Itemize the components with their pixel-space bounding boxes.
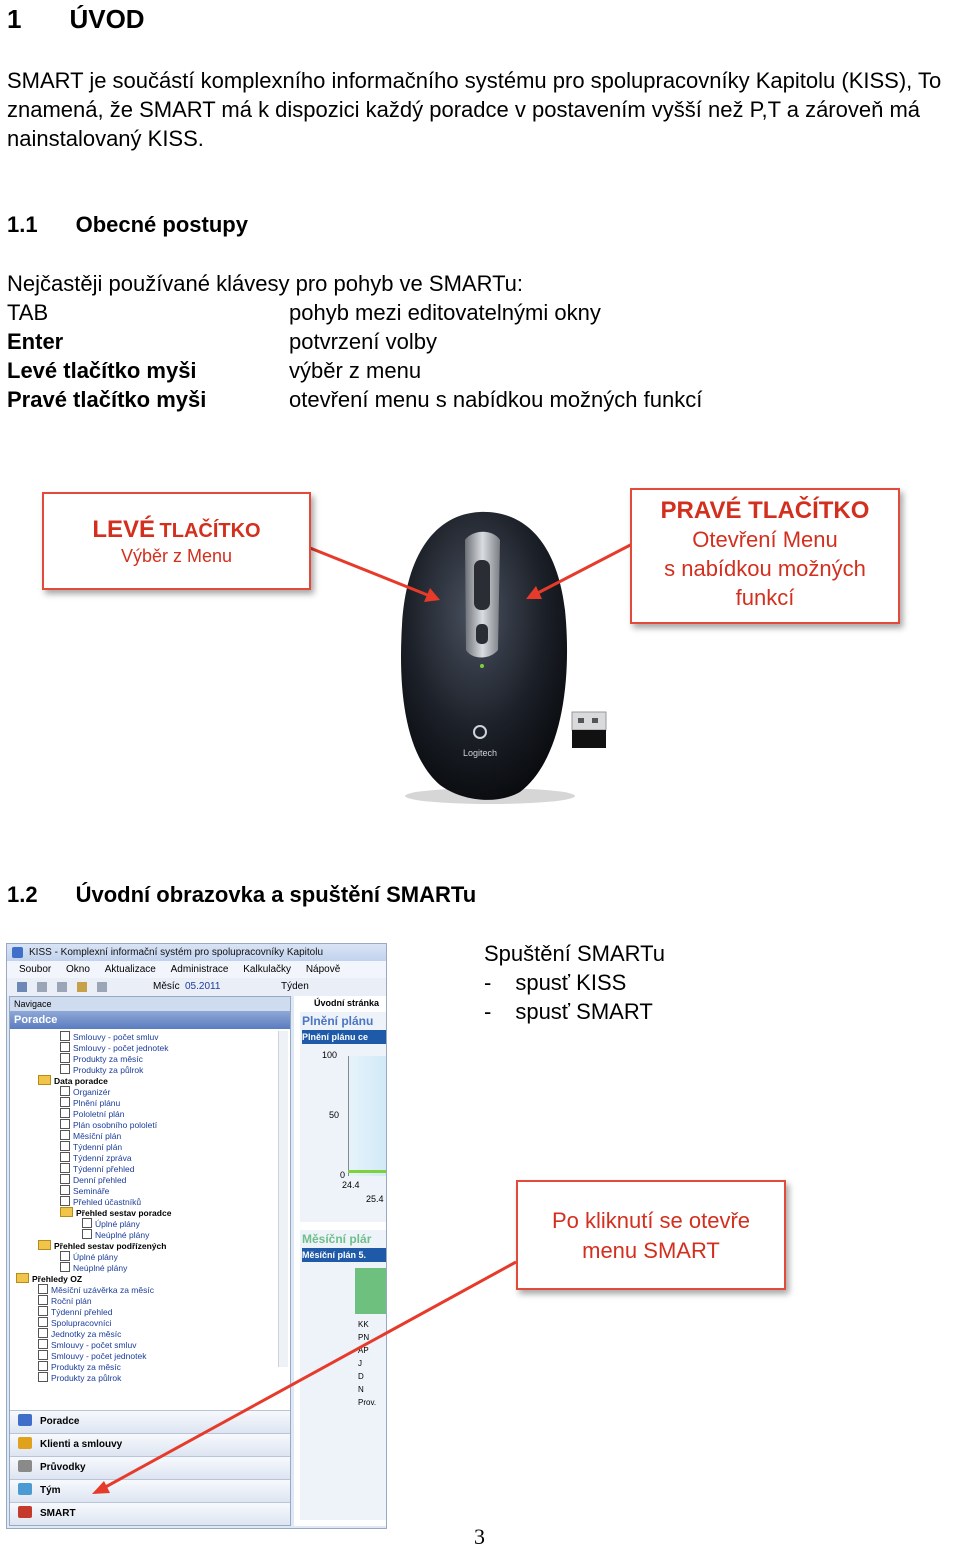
usb-pin — [578, 718, 584, 723]
x-tick: 25.4 — [366, 1194, 384, 1204]
tree-group[interactable] — [38, 1075, 108, 1086]
tree-label: Plnění plánu — [73, 1098, 121, 1108]
nav-button-label: Klienti a smlouvy — [40, 1439, 123, 1450]
tree-label: Týdenní zpráva — [73, 1153, 132, 1163]
tree-item[interactable] — [60, 1163, 134, 1174]
tree-item[interactable] — [60, 1064, 143, 1075]
nav-button-label: Poradce — [40, 1416, 80, 1427]
launch-step — [484, 970, 626, 996]
chapter-heading — [7, 4, 145, 35]
section-1-1-number: 1.1 — [7, 212, 38, 237]
tree-item[interactable] — [60, 1042, 168, 1053]
tree-label: Produkty za půlrok — [73, 1065, 144, 1075]
mouse-led — [480, 664, 484, 668]
shortcut-icon — [60, 1031, 70, 1041]
callout-left-title-big: LEVÉ — [92, 516, 156, 543]
tree-label: Semináře — [73, 1186, 110, 1196]
tool-icon[interactable] — [97, 982, 107, 992]
tree-label: Úplné plány — [95, 1219, 140, 1229]
callout-right-line1: Otevření Menu — [692, 527, 838, 552]
menu-item[interactable]: Nápově — [305, 964, 341, 975]
toolbar — [7, 978, 386, 996]
left-arrow — [290, 540, 435, 598]
shortcut-icon — [60, 1130, 70, 1140]
tree-label: Spolupracovníci — [51, 1318, 112, 1328]
nav-header: Navigace — [10, 997, 290, 1011]
table-row-label: J — [358, 1359, 362, 1368]
section-1-1-heading — [7, 212, 248, 238]
x-tick: 24.4 — [342, 1180, 360, 1190]
callout-bottom-line2: menu SMART — [582, 1238, 720, 1263]
tree-label: Neúplné plány — [73, 1263, 128, 1273]
usb-receiver-connector — [572, 712, 606, 730]
tree-label: Plán osobního pololetí — [73, 1120, 158, 1130]
nav-button-label: SMART — [40, 1508, 76, 1519]
panel1-title: Plnění plánu — [302, 1014, 374, 1028]
key-name: Levé tlačítko myši — [7, 358, 197, 383]
tree-label: Pololetní plán — [73, 1109, 125, 1119]
callout-right-title: PRAVÉ TLAČÍTKO — [660, 497, 870, 524]
y-tick: 100 — [322, 1050, 338, 1060]
key-desc: otevření menu s nabídkou možných funkcí — [289, 387, 703, 412]
tree-label: Neúplné plány — [95, 1230, 150, 1240]
shortcut-icon — [60, 1053, 70, 1063]
menu-bar — [7, 961, 386, 978]
callout-right-line2: s nabídkou možných — [664, 556, 866, 581]
shortcut-icon — [60, 1119, 70, 1129]
dash: - — [484, 999, 492, 1024]
panel2-subtitle: Měsíční plán 5. — [302, 1248, 387, 1262]
table-row-label: AP — [358, 1346, 369, 1355]
tree-item[interactable] — [60, 1053, 143, 1064]
tree-label: Týdenní přehled — [51, 1307, 113, 1317]
callout-left-title-small: TLAČÍTKO — [159, 520, 261, 542]
tree-label: Smlouvy - počet jednotek — [51, 1351, 147, 1361]
tree-item[interactable] — [60, 1141, 122, 1152]
window-title: KISS - Komplexní informační systém pro spolupracovníky Kapitolu — [7, 944, 386, 961]
table-row-label: KK — [358, 1320, 369, 1329]
shortcut-icon — [60, 1163, 70, 1173]
mouse-brand: Logitech — [462, 748, 498, 758]
section-1-2-title: Úvodní obrazovka a spuštění SMARTu — [75, 882, 477, 907]
print-icon[interactable] — [57, 982, 67, 992]
panel2-title: Měsíční plár — [302, 1232, 372, 1246]
section-1-2-number: 1.2 — [7, 882, 38, 907]
table-row-label: D — [358, 1372, 364, 1381]
chapter-number: 1 — [7, 4, 22, 34]
smart-arrow — [0, 1180, 960, 1510]
callout-right-line3: funkcí — [735, 585, 795, 610]
key-name: Pravé tlačítko myši — [7, 387, 207, 412]
shortcut-icon — [60, 1042, 70, 1052]
open-icon[interactable] — [37, 982, 47, 992]
tree-label: Produkty za půlrok — [51, 1373, 122, 1383]
keys-intro: Nejčastěji používané klávesy pro pohyb ve SMARTu: — [7, 271, 524, 296]
tree-label: Smlouvy - počet smluv — [51, 1340, 137, 1350]
table-row-label: Prov. — [358, 1398, 377, 1407]
usb-receiver-body — [572, 730, 606, 748]
tree-label: Úplné plány — [73, 1252, 118, 1262]
tree-item[interactable] — [60, 1152, 132, 1163]
tree-label: Přehled sestav poradce — [76, 1208, 172, 1218]
tree-item[interactable] — [60, 1097, 120, 1108]
callout-right-button — [630, 488, 900, 624]
shortcut-icon — [60, 1064, 70, 1074]
key-desc: pohyb mezi editovatelnými okny — [289, 300, 601, 325]
tree-item[interactable] — [60, 1119, 157, 1130]
page-number: 3 — [474, 1524, 485, 1549]
month-value[interactable]: 05.2011 — [185, 981, 221, 992]
menu-item[interactable]: Aktualizace — [104, 964, 156, 975]
callout-left-text: Výběr z Menu — [120, 546, 233, 566]
shortcut-icon — [60, 1097, 70, 1107]
callout-bottom-line1: Po kliknutí se otevře — [551, 1208, 751, 1233]
usb-pin — [592, 718, 598, 723]
tree-label: Přehled sestav podřízených — [54, 1241, 167, 1251]
table-row-label: PN — [358, 1333, 370, 1342]
callout-left-title — [44, 516, 309, 544]
step-text: spusť KISS — [515, 970, 627, 995]
tree-label: Organizér — [73, 1087, 111, 1097]
shortcut-icon — [60, 1086, 70, 1096]
step-text: spusť SMART — [515, 999, 653, 1024]
tree-label: Smlouvy - počet jednotek — [73, 1043, 169, 1053]
key-desc: výběr z menu — [289, 358, 422, 383]
tree-label: Produkty za měsíc — [51, 1362, 121, 1372]
key-name: TAB — [7, 300, 49, 325]
month-label: Měsíc — [153, 981, 180, 992]
refresh-icon[interactable] — [77, 982, 87, 992]
tree-label: Týdenní plán — [73, 1142, 123, 1152]
section-1-2-heading — [7, 882, 476, 908]
key-name: Enter — [7, 329, 64, 354]
folder-icon — [38, 1075, 51, 1085]
tree-label: Roční plán — [51, 1296, 92, 1306]
tree-label: Jednotky za měsíc — [51, 1329, 122, 1339]
panel1-subtitle: Plnění plánu ce — [302, 1030, 387, 1044]
chapter-title: ÚVOD — [69, 4, 145, 34]
shortcut-icon — [60, 1141, 70, 1151]
nav-button-label: Tým — [40, 1485, 61, 1496]
save-icon[interactable] — [17, 982, 27, 992]
tree-label: Přehledy OZ — [32, 1274, 83, 1284]
chart-plot-area — [348, 1056, 387, 1176]
tree-item[interactable] — [60, 1086, 110, 1097]
dash: - — [484, 970, 492, 995]
tree-item[interactable] — [60, 1031, 159, 1042]
tree-label: Přehled účastníků — [73, 1197, 142, 1207]
week-label: Týden — [281, 981, 309, 992]
tab-home[interactable]: Úvodní stránka — [314, 998, 380, 1008]
callout-left-button — [42, 492, 311, 590]
tree-item[interactable] — [60, 1130, 121, 1141]
table-row-label: N — [358, 1385, 364, 1394]
chart-line — [348, 1170, 387, 1173]
tree-item[interactable] — [60, 1108, 125, 1119]
nav-title: Poradce — [10, 1011, 290, 1029]
tree-label: Produkty za měsíc — [73, 1054, 143, 1064]
menu-item[interactable]: Okno — [66, 964, 90, 975]
nav-button-label: Průvodky — [40, 1462, 86, 1473]
tree-label: Týdenní přehled — [73, 1164, 135, 1174]
menu-item[interactable]: Soubor — [19, 964, 52, 975]
arrow-line — [100, 1262, 516, 1490]
y-tick: 0 — [340, 1170, 346, 1180]
tree-label: Smlouvy - počet smluv — [73, 1032, 159, 1042]
launch-step — [484, 999, 653, 1025]
menu-item[interactable]: Kalkulačky — [243, 964, 292, 975]
shortcut-icon — [60, 1108, 70, 1118]
section-1-1-title: Obecné postupy — [75, 212, 248, 237]
y-tick: 50 — [329, 1110, 340, 1120]
shortcut-icon — [60, 1152, 70, 1162]
menu-item[interactable]: Administrace — [170, 964, 229, 975]
window-app-icon — [12, 947, 23, 958]
launch-title: Spuštění SMARTu — [484, 941, 665, 966]
intro-paragraph: SMART je součástí komplexního informačního systému pro spolupracovníky Kapitolu (KISS), To znamená, že SMART má k dispozici každý poradce v postavením vyšší než P,T a zároveň má nainstalovaný KISS. — [7, 68, 942, 151]
tree-label: Denní přehled — [73, 1175, 127, 1185]
tree-label: Data poradce — [54, 1076, 108, 1086]
right-arrow — [532, 540, 640, 596]
tree-label: Měsíční uzávěrka za měsíc — [51, 1285, 154, 1295]
key-desc: potvrzení volby — [289, 329, 437, 354]
tree-label: Měsíční plán — [73, 1131, 122, 1141]
